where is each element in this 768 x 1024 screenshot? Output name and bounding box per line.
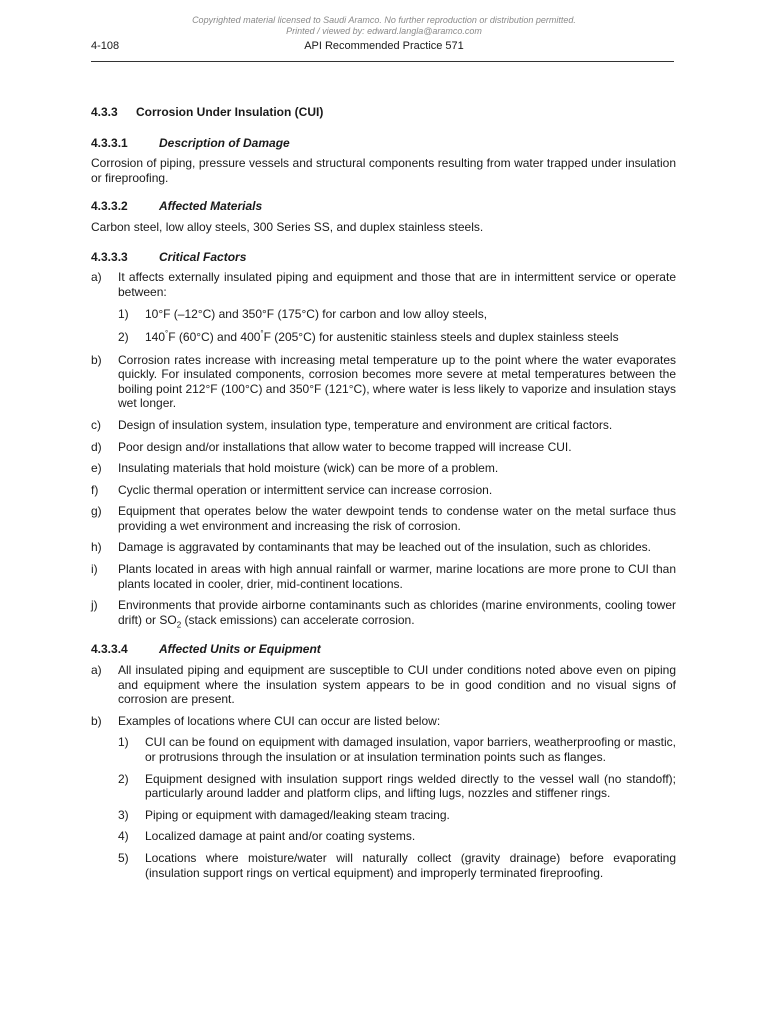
list-label: f) (91, 482, 99, 497)
list-label: b) (91, 352, 102, 367)
list-text: Design of insulation system, insulation type, temperature and environment are critical factors. (118, 417, 613, 432)
list-item (91, 461, 676, 476)
subsection-heading (91, 250, 676, 265)
list-item (91, 598, 676, 630)
list-text: Cyclic thermal operation or intermittent service can increase corrosion. (118, 482, 493, 497)
subsection-number: 4.3.3.3 (91, 249, 128, 264)
list-text: CUI can be found on equipment with damaged insulation, vapor barriers, weatherproofing or mastic, or protrusions through the insulation or at insulation termination points such as flanges. (145, 735, 676, 764)
list-label: 5) (118, 850, 129, 865)
subsection-heading (91, 642, 676, 657)
printed-by-line: Printed / viewed by: edward.langla@aramco.com (286, 26, 482, 36)
sub-list-item (118, 851, 676, 880)
page-number: 4-108 (91, 40, 120, 52)
list-text: Poor design and/or installations that allow water to become trapped will increase CUI. (118, 439, 572, 454)
subsection-heading (91, 199, 676, 214)
document-title: API Recommended Practice 571 (304, 40, 464, 52)
list-label: 1) (118, 735, 129, 750)
list-label: 2) (118, 771, 129, 786)
materials-paragraph: Carbon steel, low alloy steels, 300 Series SS, and duplex stainless steels. (91, 219, 484, 234)
list-text: 10°F (–12°C) and 350°F (175°C) for carbon and low alloy steels, (145, 307, 488, 322)
list-item (91, 562, 676, 591)
list-text: 140°F (60°C) and 400°F (205°C) for austenitic stainless steels and duplex stainless steels (145, 328, 619, 344)
section-heading (91, 105, 676, 120)
sub-list-item (118, 307, 676, 322)
list-text: Piping or equipment with damaged/leaking steam tracing. (145, 807, 450, 822)
list-item (91, 663, 676, 707)
sub-list-item (118, 829, 676, 844)
sub-list-item (118, 808, 676, 823)
list-text: Locations where moisture/water will naturally collect (gravity drainage) before evaporating (insulation support rings on vertical equipment) and improperly terminated fireproofing. (145, 850, 676, 880)
list-text: It affects externally insulated piping and equipment and those that are in intermittent service or operate between: (118, 270, 676, 299)
list-label: 4) (118, 829, 129, 844)
list-label: d) (91, 439, 102, 454)
list-item (91, 440, 676, 455)
document-body (91, 105, 676, 880)
section-number: 4.3.3 (91, 105, 118, 119)
list-label: a) (91, 663, 102, 678)
list-label: e) (91, 461, 102, 476)
subsection-title: Description of Damage (159, 135, 290, 150)
list-item (91, 270, 676, 299)
copyright-line: Copyrighted material licensed to Saudi Aramco. No further reproduction or distribution permitted. (192, 15, 576, 25)
list-label: 3) (118, 807, 129, 822)
list-label: j) (91, 598, 98, 613)
description-paragraph: Corrosion of piping, pressure vessels and structural components resulting from water trapped under insulation or fireproofing. (91, 156, 676, 185)
list-text: Plants located in areas with high annual rainfall or warmer, marine locations are more prone to CUI than plants located in cooler, drier, mid-continent locations. (118, 562, 676, 591)
list-label: c) (91, 417, 101, 432)
list-label: 2) (118, 329, 129, 344)
list-item (91, 418, 676, 433)
subsection-number: 4.3.3.4 (91, 642, 128, 657)
sub-list-item (118, 735, 676, 764)
header-rule (91, 61, 674, 62)
sub-list-item (118, 330, 676, 345)
list-item (91, 714, 676, 729)
sub-list-item (118, 772, 676, 801)
list-label: i) (91, 562, 98, 577)
list-label: 1) (118, 307, 129, 322)
subsection-title: Critical Factors (159, 249, 247, 264)
subsection-number: 4.3.3.1 (91, 135, 128, 150)
subsection-title: Affected Materials (159, 199, 263, 214)
copyright-notice (0, 15, 768, 37)
list-label: h) (91, 540, 102, 555)
subsection-number: 4.3.3.2 (91, 199, 128, 214)
list-text: Localized damage at paint and/or coating systems. (145, 829, 416, 844)
list-text: Equipment designed with insulation support rings welded directly to the vessel wall (no standoff); particularly around ladder and platform clips, and lifting lugs, nozzles and stiffener rings. (145, 771, 676, 801)
subsection-title: Affected Units or Equipment (159, 642, 321, 657)
list-label: b) (91, 713, 102, 728)
list-label: g) (91, 504, 102, 519)
list-text: Insulating materials that hold moisture (wick) can be more of a problem. (118, 461, 499, 476)
list-text: Corrosion rates increase with increasing metal temperature up to the point where the water evaporates quickly. For insulated components, corrosion becomes more severe at metal temperatures between the boiling point 212°F (100°C) and 350°F (121°C), where water is less likely to vaporize and insulation stays wet longer. (118, 352, 676, 411)
list-label: a) (91, 270, 102, 285)
list-text: All insulated piping and equipment are susceptible to CUI under conditions noted above even on piping and equipment where the insulation system appears to be in good condition and no visual signs of corrosion are present. (118, 663, 676, 707)
list-text: Equipment that operates below the water dewpoint tends to condense water on the metal surface thus providing a wet environment and increasing the risk of corrosion. (118, 504, 676, 533)
list-item (91, 540, 676, 555)
subsection-heading (91, 136, 676, 151)
list-text: Damage is aggravated by contaminants that may be leached out of the insulation, such as chlorides. (118, 540, 651, 555)
list-item (91, 483, 676, 498)
list-item (91, 504, 676, 533)
list-text: Examples of locations where CUI can occur are listed below: (118, 713, 441, 728)
list-item (91, 353, 676, 411)
list-text: Environments that provide airborne contaminants such as chlorides (marine environments, cooling tower drift) or $SO_2$ (stack emissions) can accelerate corrosion. (118, 598, 676, 630)
section-title: Corrosion Under Insulation (CUI) (136, 105, 324, 119)
